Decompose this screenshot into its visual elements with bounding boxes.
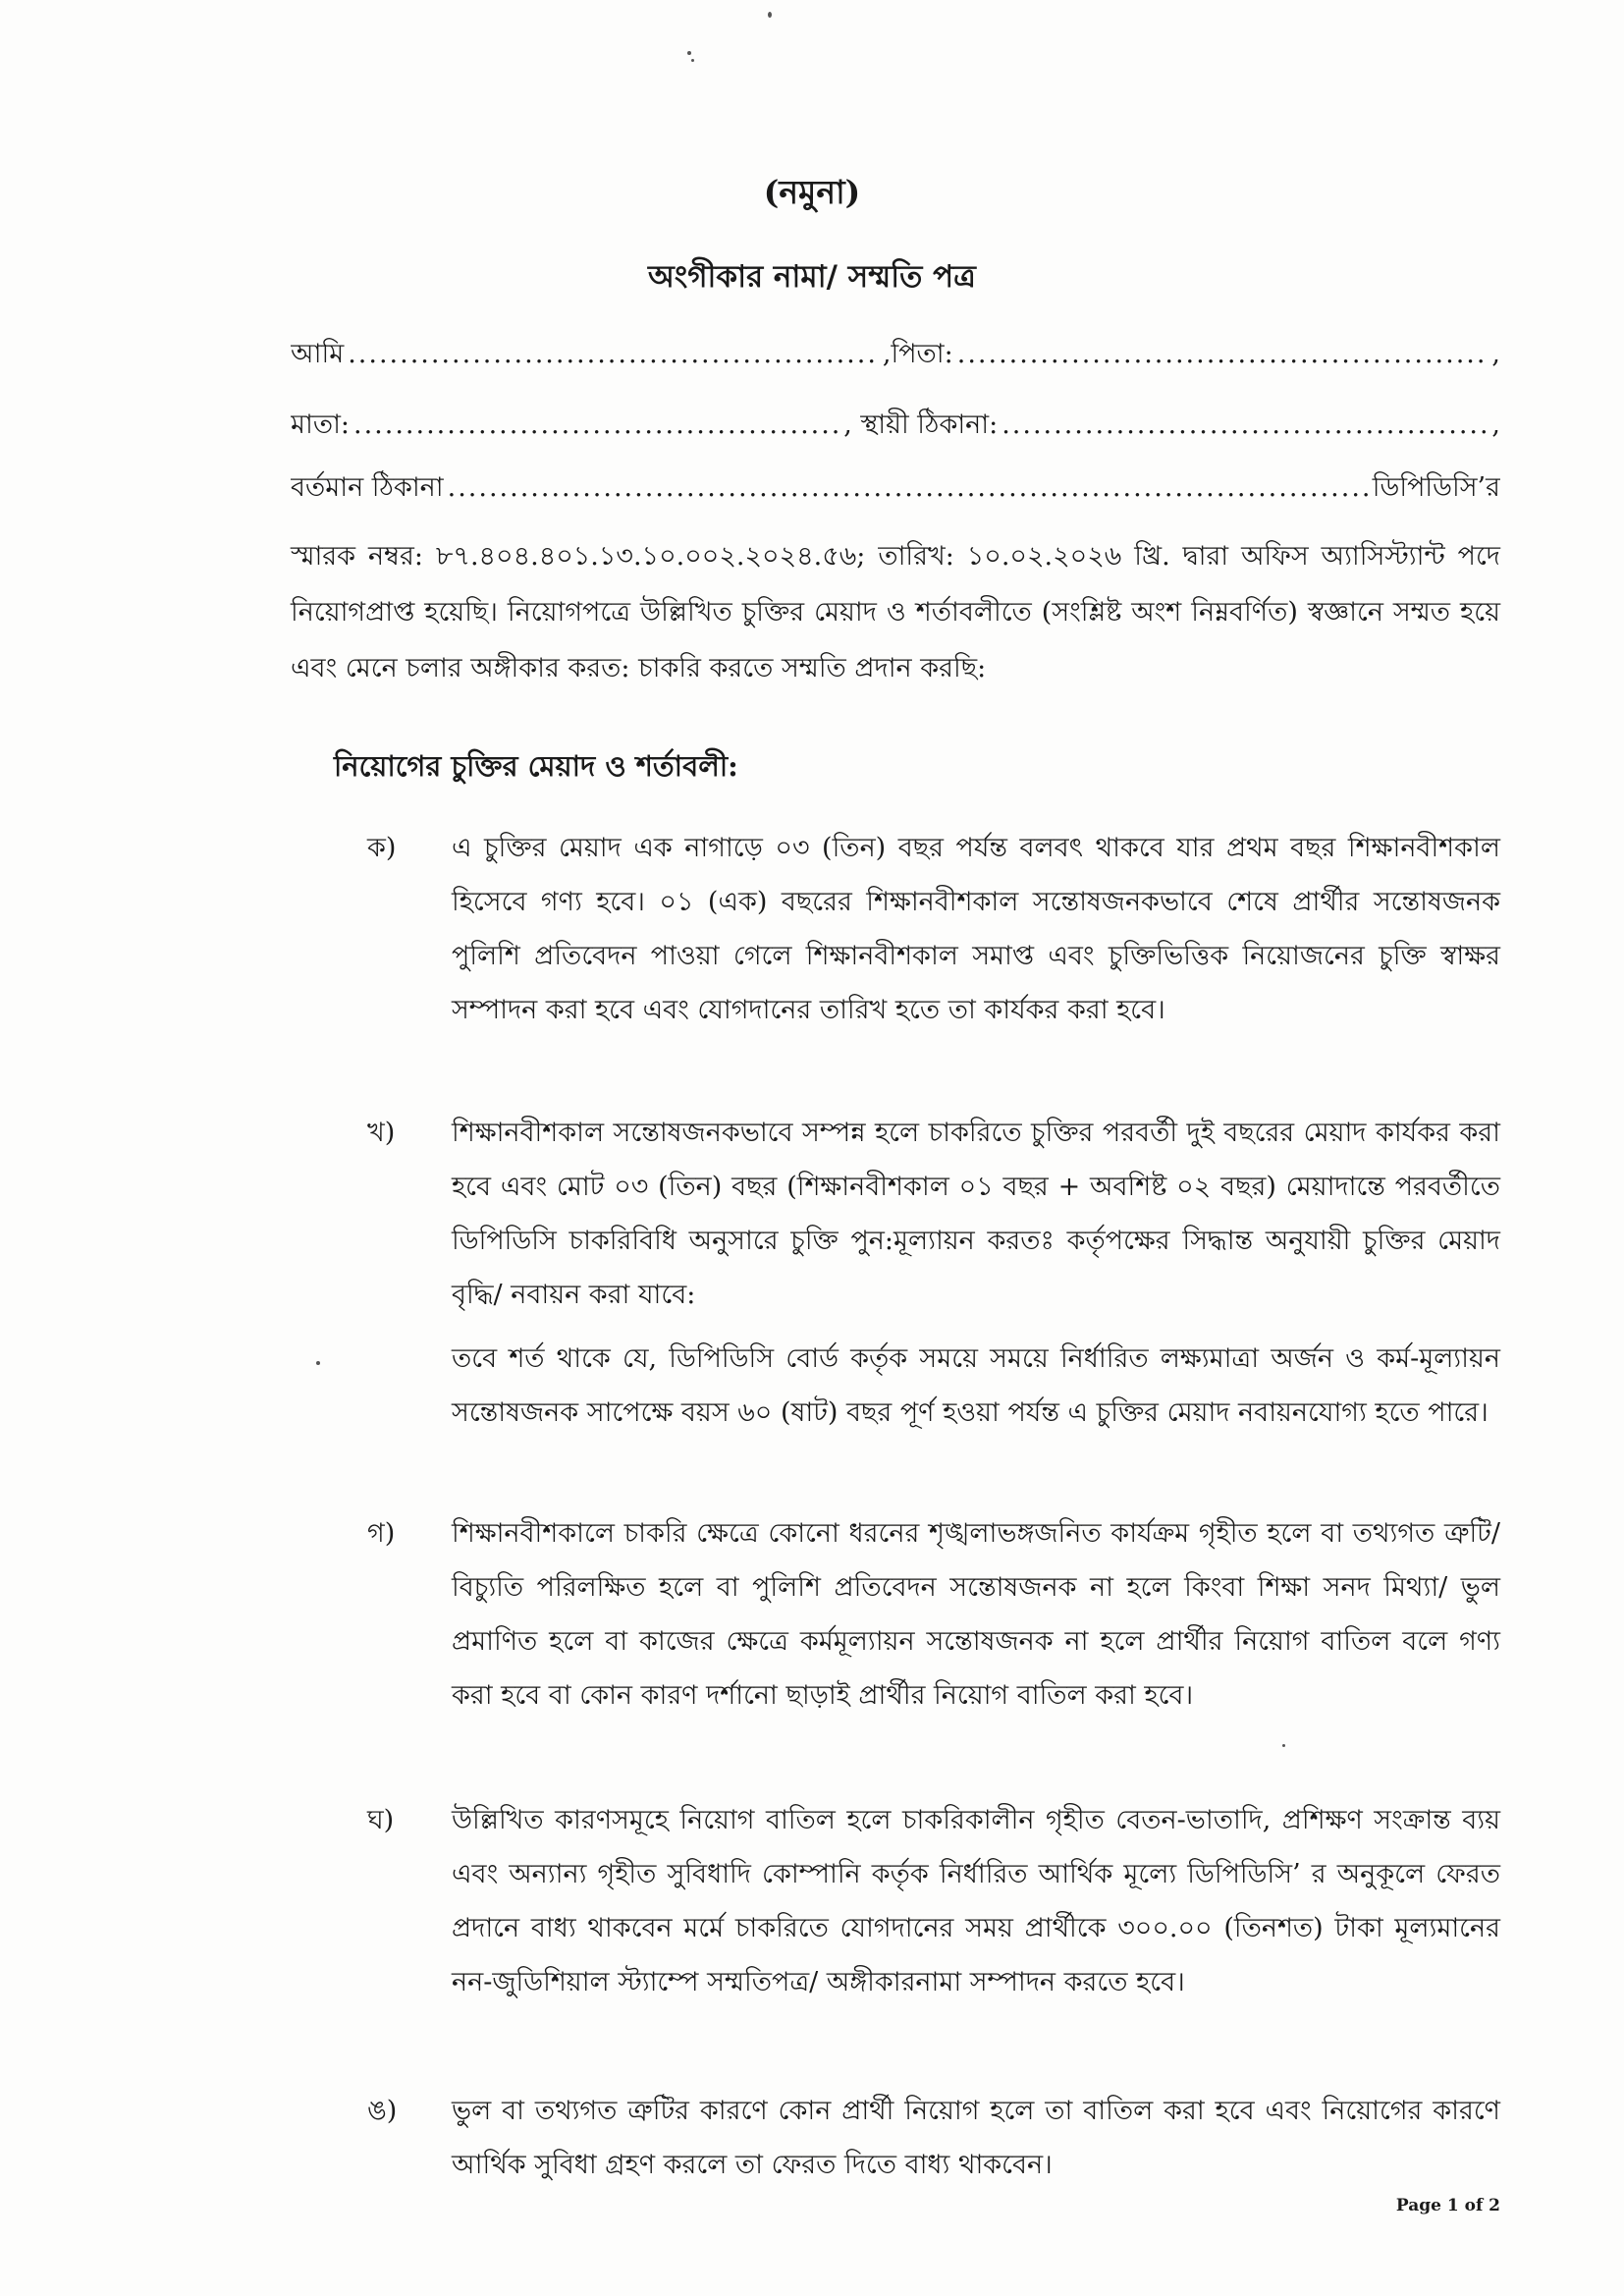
clause-umo xyxy=(367,2084,1500,2192)
clause-text: এ চুক্তির মেয়াদ এক নাগাড়ে ০৩ (তিন) বছর পর্যন্ত বলবৎ থাকবে যার প্রথম বছর শিক্ষানবীশকাল হিসেবে গণ্য হবে। ০১ (এক) বছরের শিক্ষানবীশকাল সন্তোষজনকভাবে শেষে প্রার্থীর সন্তোষজনক পুলিশি প্রতিবেদন পাওয়া গেলে শিক্ষানবীশকাল সমাপ্ত এবং চুক্তিভিত্তিক নিয়োজনের চুক্তি স্বাক্ষর সম্পাদন করা হবে এবং যোগদানের তারিখ হতে তা কার্যকর করা হবে। xyxy=(452,833,1500,1025)
clause-marker: ঙ) xyxy=(367,2096,398,2126)
clause-text: উল্লিখিত কারণসমূহে নিয়োগ বাতিল হলে চাকরিকালীন গৃহীত বেতন-ভাতাদি, প্রশিক্ষণ সংক্রান্ত ব্যয় এবং অন্যান্য গৃহীত সুবিধাদি কোম্পানি কর্তৃক নির্ধারিত আর্থিক মূল্যে ডিপিডিসি’ র অনুকূলে ফেরত প্রদানে বাধ্য থাকবেন মর্মে চাকরিতে যোগদানের সময় প্রার্থীকে ৩০০.০০ (তিনশত) টাকা মূল্যমানের নন-জুডিশিয়াল স্ট্যাম্পে সম্মতিপত্র/ অঙ্গীকারনামা সম্পাদন করতে হবে। xyxy=(452,1805,1500,1997)
blank-present-address xyxy=(448,472,1369,503)
field-line-name-father xyxy=(291,334,1500,378)
field-label-permanent-address: , স্থায়ী ঠিকানা: xyxy=(843,410,999,440)
clause-text: ভুল বা তথ্যগত ত্রুটির কারণে কোন প্রার্থী নিয়োগ হলে তা বাতিল করা হবে এবং নিয়োগের কারণে আর্থিক সুবিধা গ্রহণ করলে তা ফেরত দিতে বাধ্য থাকবেন। xyxy=(452,2096,1500,2180)
field-line-mother-permanent-address xyxy=(291,405,1500,449)
terms-heading: নিয়োগের চুক্তির মেয়াদ ও শর্তাবলী: xyxy=(334,749,738,783)
field-label-name: আমি xyxy=(291,339,345,369)
clause-marker: গ) xyxy=(367,1518,396,1549)
field-line-end: , xyxy=(1491,410,1500,440)
clause-text: শিক্ষানবীশকাল সন্তোষজনকভাবে সম্পন্ন হলে চাকরিতে চুক্তির পরবর্তী দুই বছরের মেয়াদ কার্যকর করা হবে এবং মোট ০৩ (তিন) বছর (শিক্ষানবীশকাল ০১ বছর + অবশিষ্ট ০২ বছর) মেয়াদান্তে পরবর্তীতে ডিপিডিসি চাকরিবিধি অনুসারে চুক্তি পুন:মূল্যায়ন করতঃ কর্তৃপক্ষের সিদ্ধান্ত অনুযায়ী চুক্তির মেয়াদ বৃদ্ধি/ নবায়ন করা যাবে: xyxy=(452,1118,1500,1310)
field-label-mother: মাতা: xyxy=(291,410,351,440)
page-number: Page 1 of 2 xyxy=(1395,2196,1500,2215)
document-title: অংগীকার নামা/ সম্মতি পত্র xyxy=(648,259,976,295)
clause-marker: ক) xyxy=(367,833,397,863)
field-line-end-org: ডিপিডিসি’র xyxy=(1372,472,1500,503)
field-line-present-address xyxy=(291,467,1500,512)
proviso-paragraph: তবে শর্ত থাকে যে, ডিপিডিসি বোর্ড কর্তৃক সময়ে সময়ে নির্ধারিত লক্ষ্যমাত্রা অর্জন ও কর্ম-মূল্যায়ন সন্তোষজনক সাপেক্ষে বয়স ৬০ (ষাট) বছর পূর্ণ হওয়া পর্যন্ত এ চুক্তির মেয়াদ নবায়নযোগ্য হতে পারে। xyxy=(452,1343,1500,1428)
clause-text: শিক্ষানবীশকালে চাকরি ক্ষেত্রে কোনো ধরনের শৃঙ্খলাভঙ্গজনিত কার্যক্রম গৃহীত হলে বা তথ্যগত ত্রুটি/ বিচ্যুতি পরিলক্ষিত হলে বা পুলিশি প্রতিবেদন সন্তোষজনক না হলে কিংবা শিক্ষা সনদ মিথ্যা/ ভুল প্রমাণিত হলে বা কাজের ক্ষেত্রে কর্মমূল্যায়ন সন্তোষজনক না হলে প্রার্থীর নিয়োগ বাতিল বলে গণ্য করা হবে বা কোন কারণ দর্শানো ছাড়াই প্রার্থীর নিয়োগ বাতিল করা হবে। xyxy=(452,1518,1500,1711)
clause-ka xyxy=(367,821,1500,1037)
clause-ga xyxy=(367,1506,1500,1722)
field-line-end: , xyxy=(1491,339,1500,369)
field-label-present-address: বর্তমান ঠিকানা xyxy=(291,472,444,503)
blank-mother xyxy=(353,410,839,440)
sample-label: (নমুনা) xyxy=(763,173,861,211)
intro-paragraph: স্মারক নম্বর: ৮৭.৪০৪.৪০১.১৩.১০.০০২.২০২৪.৫৬; তারিখ: ১০.০২.২০২৬ খ্রি. দ্বারা অফিস অ্যাসিস্ট্যান্ট পদে নিয়োগপ্রাপ্ত হয়েছি। নিয়োগপত্রে উল্লিখিত চুক্তির মেয়াদ ও শর্তাবলীতে (সংশ্লিষ্ট অংশ নিম্নবর্ণিত) স্বজ্ঞানে সম্মত হয়ে এবং মেনে চলার অঙ্গীকার করত: চাকরি করতে সম্মতি প্রদান করছি: xyxy=(291,541,1500,683)
field-label-father: ,পিতা: xyxy=(882,339,953,369)
clause-marker: ঘ) xyxy=(367,1805,395,1835)
blank-permanent-address xyxy=(1001,410,1488,440)
clause-kha xyxy=(367,1106,1500,1322)
blank-father xyxy=(957,339,1489,369)
blank-name xyxy=(348,339,879,369)
clause-marker: খ) xyxy=(367,1118,396,1148)
clause-gha xyxy=(367,1793,1500,2009)
